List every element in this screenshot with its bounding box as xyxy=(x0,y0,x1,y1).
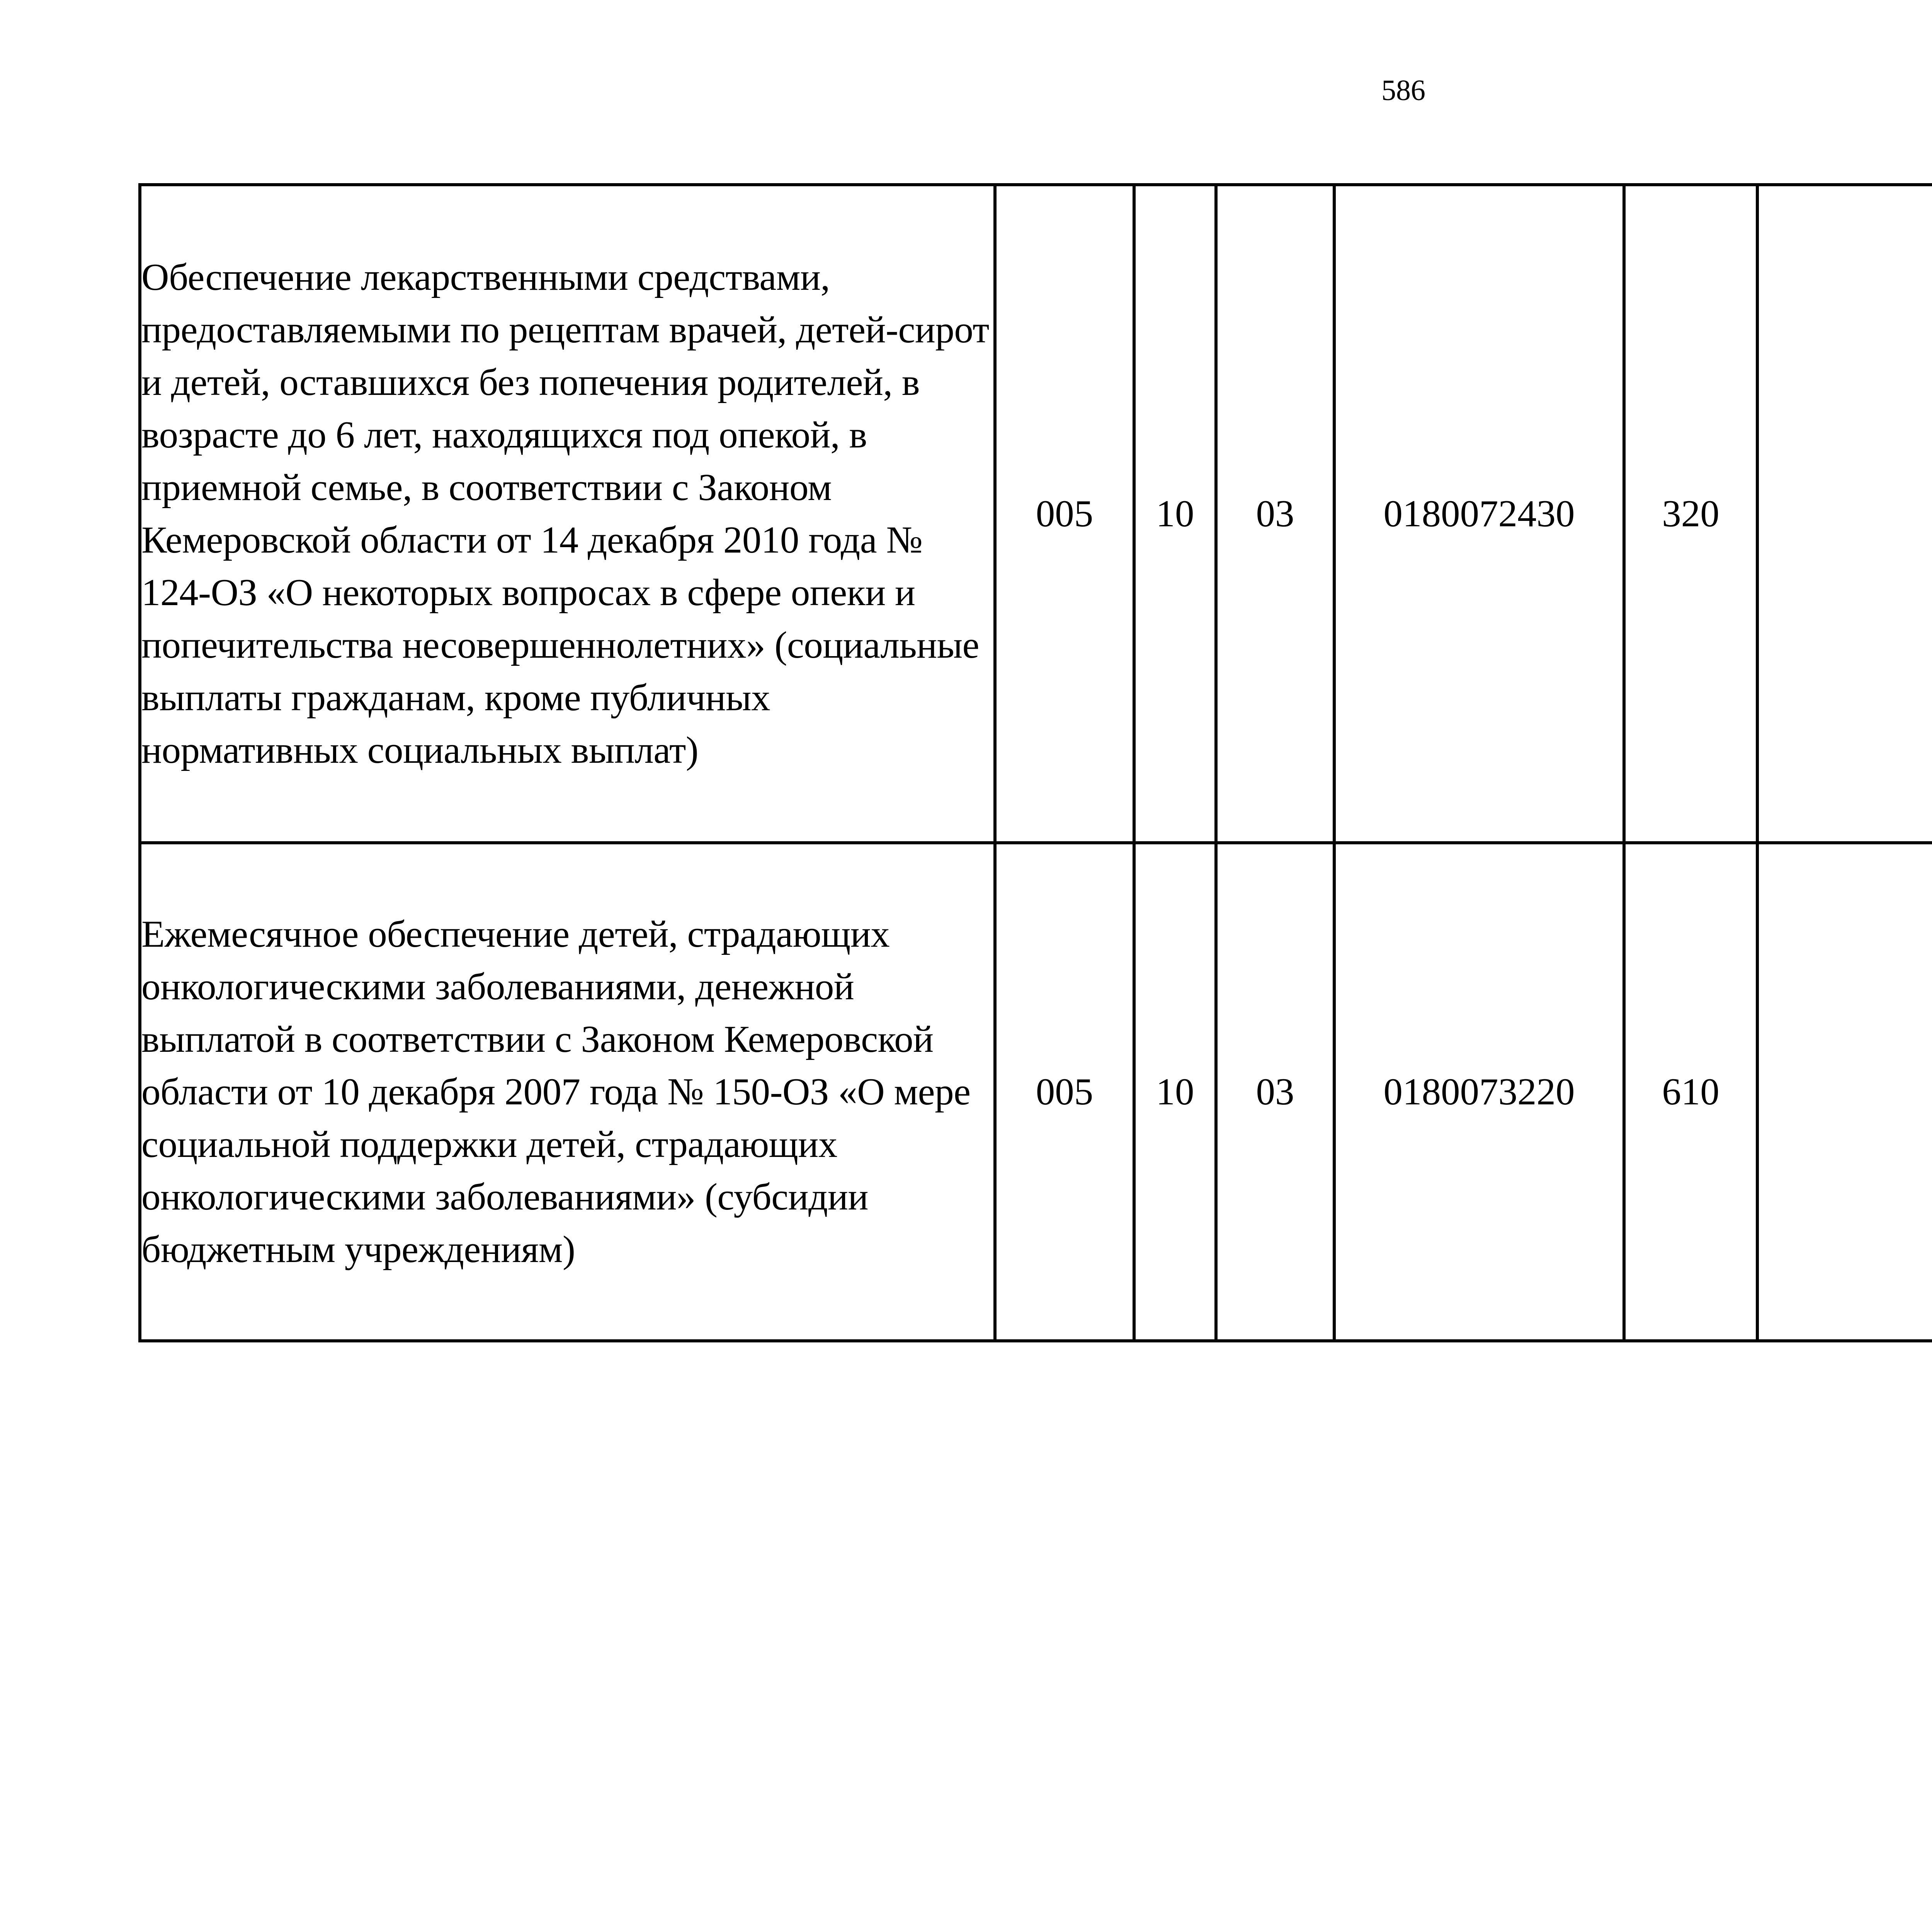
section-code: 10 xyxy=(1134,185,1216,843)
budget-table xyxy=(138,183,1932,1342)
amount-1 xyxy=(1757,843,1932,1341)
table-row xyxy=(140,843,1932,1341)
page-number: 586 xyxy=(1381,74,1425,107)
target-article-code: 0180072430 xyxy=(1334,185,1624,843)
expense-type-code: 610 xyxy=(1624,843,1757,1341)
ministry-code: 005 xyxy=(995,843,1134,1341)
amount-1 xyxy=(1757,185,1932,843)
ministry-code: 005 xyxy=(995,185,1134,843)
table-row xyxy=(140,185,1932,843)
section-code: 10 xyxy=(1134,843,1216,1341)
expense-type-code: 320 xyxy=(1624,185,1757,843)
subsection-code: 03 xyxy=(1216,843,1334,1341)
row-description: Ежемесячное обеспечение детей, страдающих онкологическими заболеваниями, денежной выплатой в соответствии с Законом Кемеровской области от 10 декабря 2007 года № 150-ОЗ «О мере социальной поддержки детей, страдающих онкологическими заболеваниями» (субсидии бюджетным учреждениям) xyxy=(140,843,995,1341)
row-description: Обеспечение лекарственными средствами, предоставляемыми по рецептам врачей, детей-сирот и детей, оставшихся без попечения родителей, в возрасте до 6 лет, находящихся под опекой, в приемной семье, в соответствии с Законом Кемеровской области от 14 декабря 2010 года № 124-ОЗ «О некоторых вопросах в сфере опеки и попечительства несовершеннолетних» (социальные выплаты гражданам, кроме публичных нормативных социальных выплат) xyxy=(140,185,995,843)
target-article-code: 0180073220 xyxy=(1334,843,1624,1341)
subsection-code: 03 xyxy=(1216,185,1334,843)
